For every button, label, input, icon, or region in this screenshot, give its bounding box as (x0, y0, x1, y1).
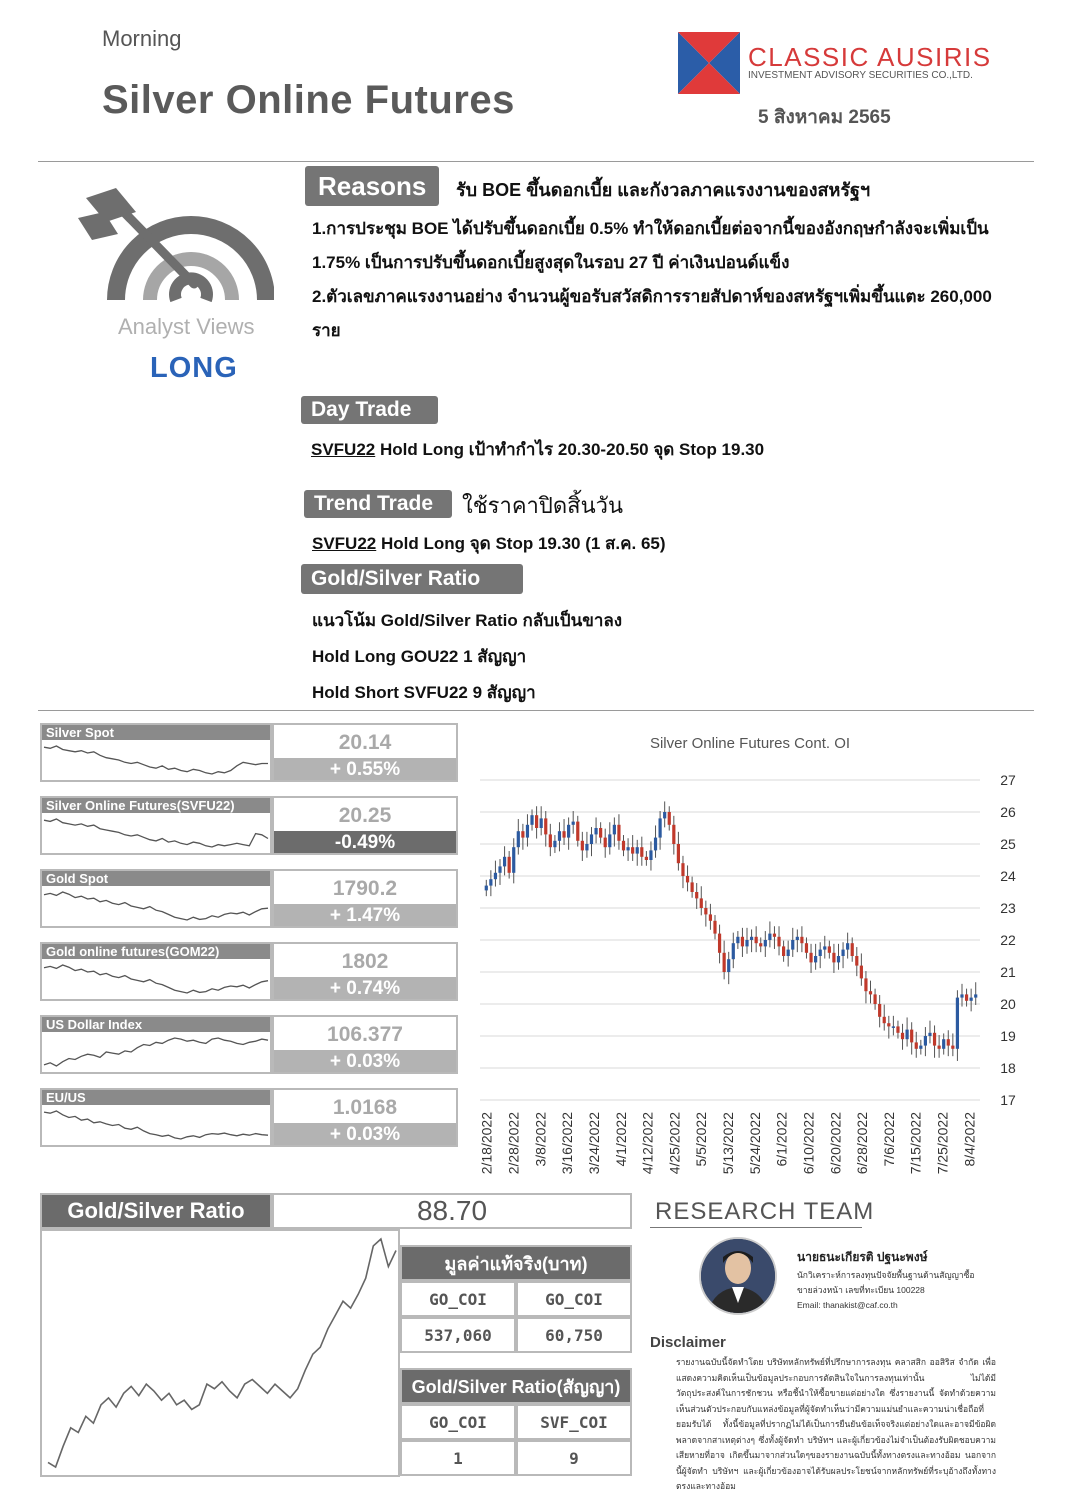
indicator-chart-box (40, 1015, 272, 1074)
candle (535, 806, 538, 838)
indicator-change: + 0.03% (274, 1123, 456, 1145)
analyst-views-label: Analyst Views (118, 314, 255, 339)
candle (947, 1030, 950, 1056)
candle (530, 809, 533, 830)
candle (887, 1016, 890, 1039)
x-tick-label: 5/24/2022 (746, 1112, 763, 1175)
contract-table-header: GO_COI (400, 1404, 516, 1440)
candle (549, 824, 552, 856)
candle (777, 926, 780, 955)
candle (809, 944, 812, 973)
indicator-sparkline (42, 959, 270, 999)
candle (791, 928, 794, 957)
candle (841, 942, 844, 968)
candle (553, 835, 556, 853)
company-subname: INVESTMENT ADVISORY SECURITIES CO.,LTD. (748, 70, 973, 81)
indicator-sparkline (42, 1032, 270, 1072)
candle (919, 1040, 922, 1055)
indicator-label: Gold online futures(GOM22) (42, 944, 270, 959)
x-tick-label: 6/20/2022 (827, 1112, 844, 1175)
candle (901, 1024, 904, 1050)
candle (613, 817, 616, 846)
candle (681, 856, 684, 888)
reasons-text (312, 212, 1042, 348)
analyst-name: นายธนะเกียรติ ปฐนะพงษ์ (797, 1250, 928, 1264)
x-tick-label: 4/25/2022 (666, 1112, 683, 1175)
research-divider (650, 1227, 862, 1228)
y-tick-label: 23 (1000, 900, 1016, 916)
candle (796, 929, 799, 952)
day-trade-text (311, 433, 764, 467)
indicator-value: 106.377 (327, 1023, 403, 1046)
candle (599, 822, 602, 843)
candle (677, 832, 680, 871)
candle (663, 801, 666, 827)
day-trade-detail: Hold Long เป้าทำกำไร 20.30-20.50 จุด Stop 19.30 (375, 440, 765, 459)
candle (558, 822, 561, 851)
contract-table-title: Gold/Silver Ratio(สัญญา) (400, 1368, 632, 1404)
x-tick-label: 4/1/2022 (612, 1112, 629, 1167)
x-tick-label: 7/25/2022 (934, 1112, 951, 1175)
indicator-sparkline (42, 813, 270, 853)
indicator-value-box (272, 723, 458, 782)
candle (736, 931, 739, 949)
candle (745, 928, 748, 954)
value-table-cell: 537,060 (400, 1317, 516, 1353)
candle (970, 989, 973, 1012)
candle (485, 880, 488, 896)
candle (686, 865, 689, 891)
candle (860, 953, 863, 985)
candle (750, 929, 753, 952)
candle (718, 925, 721, 964)
candle (851, 937, 854, 961)
candle (540, 806, 543, 835)
candle (517, 819, 520, 855)
candle (846, 933, 849, 959)
indicator-sparkline-path (44, 892, 268, 920)
candle (832, 944, 835, 973)
target-arrow-icon (78, 188, 274, 308)
candle (668, 806, 671, 830)
report-date: 5 สิงหาคม 2565 (758, 107, 891, 128)
y-tick-label: 25 (1000, 836, 1016, 852)
candle (869, 981, 872, 1004)
candle (604, 829, 607, 858)
indicator-change: + 0.74% (274, 977, 456, 999)
x-tick-label: 7/6/2022 (880, 1112, 897, 1167)
report-session: Morning (102, 26, 182, 51)
indicator-sparkline-path (44, 1111, 268, 1139)
value-table-header: GO_COI (516, 1281, 632, 1317)
indicator-chart-box (40, 723, 272, 782)
candle (645, 851, 648, 866)
candle (910, 1022, 913, 1054)
indicator-value: 1802 (341, 950, 389, 973)
chart-title: Silver Online Futures Cont. OI (649, 735, 851, 752)
ratio-sparkline (40, 1229, 400, 1477)
candle (695, 883, 698, 909)
candle (892, 1016, 895, 1036)
indicator-sparkline-path (44, 746, 268, 774)
company-name: CLASSIC AUSIRIS (748, 42, 992, 72)
candle (928, 1021, 931, 1044)
candle (906, 1017, 909, 1046)
candle (594, 817, 597, 843)
candle (768, 921, 771, 947)
candle (951, 1033, 954, 1056)
candle (805, 937, 808, 958)
trend-trade-text (312, 527, 666, 561)
x-tick-label: 3/16/2022 (559, 1112, 576, 1175)
indicator-sparkline-path (44, 819, 268, 847)
candle (933, 1025, 936, 1057)
candle (782, 941, 785, 962)
trend-trade-note: ใช้ราคาปิดสิ้นวัน (462, 493, 624, 518)
indicator-change: + 1.47% (274, 904, 456, 926)
indicator-value-box (272, 942, 458, 1001)
candle (608, 822, 611, 854)
x-tick-label: 6/28/2022 (854, 1112, 871, 1175)
value-table-title: มูลค่าแท้จริง(บาท) (400, 1245, 632, 1281)
candle (800, 926, 803, 952)
indicator-sparkline (42, 740, 270, 780)
candle (732, 933, 735, 969)
indicator-label: Gold Spot (42, 871, 270, 886)
y-tick-label: 21 (1000, 964, 1016, 980)
candle (741, 928, 744, 957)
indicator-sparkline-path (44, 1038, 268, 1066)
candle (521, 824, 524, 850)
candle (649, 841, 652, 870)
candle (581, 832, 584, 861)
candle (713, 915, 716, 939)
candle (572, 811, 575, 834)
candle (576, 816, 579, 847)
y-tick-label: 18 (1000, 1060, 1016, 1076)
candle (755, 926, 758, 952)
disclaimer-text: รายงานฉบับนี้จัดทำโดย บริษัทหลักทรัพย์ที่ปรึกษาการลงทุน คลาสสิก ออสิริส จำกัด เพื่อแสดงความคิดเห็นเป็นข้อมูลประกอบการตัดสินใจในการลงทุนเท่านั้น ไม่ได้มีวัตถุประสงค์ในการชักชวน หรือชี้นำให้ซื้อขายแต่อย่างใด ซึ่งรายงานนี้ จัดทำด้วยความเห็นส่วนตัวประกอบกับแหล่งข้อมูลที่ผู้จัดทำเห็นว่ามีความแม่นยำและความน่าเชื่อถือที่ยอมรับได้ ทั้งนี้ข้อมูลที่ปรากฏไม่ได้เป็นการยืนยันข้อเท็จจริงแต่อย่างใดและอาจมีข้อผิดพลาดจากสาเหตุต่างๆ ซึ่งทั้งผู้จัดทำ บริษัทฯ และผู้เกี่ยวข้องไม่จำเป็นต้องรับผิดชอบความเสียหายที่อาจ เกิดขึ้นมาจากส่วนใดๆของรายงานฉบับนี้ทั้งทางตรงและทางอ้อม นอกจากนี้ผู้จัดทำ บริษัทฯ และผู้เกี่ยวข้องอาจได้รับผลประโยชน์จากหลักทรัพย์ที่ระบุอ้างถึงทั้งทางตรงและทางอ้อม (676, 1357, 996, 1491)
indicator-value-box (272, 1088, 458, 1147)
candle (873, 989, 876, 1010)
page-title: Silver Online Futures (102, 78, 515, 122)
ratio-title: Gold/Silver Ratio (40, 1193, 272, 1229)
candle (691, 877, 694, 898)
indicator-change: -0.49% (274, 831, 456, 853)
x-tick-label: 2/28/2022 (505, 1112, 522, 1175)
y-tick-label: 20 (1000, 996, 1016, 1012)
indicator-sparkline (42, 1105, 270, 1145)
indicator-value-box (272, 796, 458, 855)
candle (956, 990, 959, 1061)
indicator-chart-box (40, 942, 272, 1001)
reasons-tag: Reasons (305, 166, 439, 206)
indicator-change: + 0.03% (274, 1050, 456, 1072)
indicator-label: Silver Spot (42, 725, 270, 740)
candle (924, 1027, 927, 1056)
y-tick-label: 27 (1000, 772, 1016, 788)
x-tick-label: 8/4/2022 (961, 1112, 978, 1167)
candle (823, 936, 826, 959)
candle (828, 941, 831, 959)
candle (938, 1035, 941, 1058)
candle (727, 952, 730, 984)
candle (942, 1033, 945, 1054)
indicator-value: 20.14 (338, 731, 392, 754)
candle (864, 971, 867, 1003)
value-table-cell: 60,750 (516, 1317, 632, 1353)
x-tick-label: 2/18/2022 (478, 1112, 495, 1175)
candle (544, 811, 547, 847)
candle (814, 944, 817, 970)
candle (787, 941, 790, 967)
reasons-line: ราย (312, 321, 341, 340)
candle (562, 819, 565, 845)
reasons-line: 1.75% เป็นการปรับขึ้นดอกเบี้ยสูงสุดในรอบ 27 ปี ค่าเงินปอนด์แข็ง (312, 253, 790, 272)
x-tick-label: 3/24/2022 (585, 1112, 602, 1175)
candle (585, 832, 588, 858)
candle (883, 1005, 886, 1031)
trend-trade-detail: Hold Long จุด Stop 19.30 (1 ส.ค. 65) (376, 534, 666, 553)
day-trade-symbol: SVFU22 (311, 440, 376, 459)
candle (704, 901, 707, 927)
candle (526, 814, 529, 846)
y-tick-label: 19 (1000, 1028, 1016, 1044)
indicator-chart-box (40, 1088, 272, 1147)
analyst-role: นักวิเคราะห์การลงทุนปัจจัยพื้นฐานด้านสัญญาซื้อ (797, 1270, 975, 1280)
analyst-view-position: LONG (150, 352, 238, 384)
candle (654, 825, 657, 857)
candle (503, 846, 506, 875)
gs-ratio-line: Hold Short SVFU22 9 สัญญา (312, 683, 536, 702)
gs-ratio-line: Hold Long GOU22 1 สัญญา (312, 647, 527, 666)
indicator-sparkline-path (44, 965, 268, 993)
contract-table-header: SVF_COI (516, 1404, 632, 1440)
indicator-label: US Dollar Index (42, 1017, 270, 1032)
ratio-value: 88.70 (272, 1193, 632, 1229)
indicator-label: EU/US (42, 1090, 270, 1105)
candle (672, 816, 675, 855)
x-tick-label: 6/1/2022 (773, 1112, 790, 1167)
gold-silver-ratio-text (312, 603, 622, 711)
y-tick-label: 26 (1000, 804, 1016, 820)
candle (494, 861, 497, 887)
analyst-email[interactable]: Email: thanakist@caf.co.th (797, 1300, 898, 1310)
reasons-line: 2.ตัวเลขภาคแรงงานอย่าง จำนวนผู้ขอรับสวัสดิการรายสัปดาห์ของสหรัฐฯเพิ่มขึ้นแตะ 260,000 (312, 287, 992, 306)
candle (878, 995, 881, 1027)
candle (700, 886, 703, 915)
candle (974, 982, 977, 1005)
trend-trade-symbol: SVFU22 (312, 534, 377, 553)
candle (640, 837, 643, 866)
candle (837, 944, 840, 970)
x-tick-label: 5/5/2022 (693, 1112, 710, 1167)
candle (819, 942, 822, 968)
y-tick-label: 22 (1000, 932, 1016, 948)
x-tick-label: 7/15/2022 (907, 1112, 924, 1175)
indicator-chart-box (40, 796, 272, 855)
indicator-sparkline (42, 886, 270, 926)
candle (590, 827, 593, 856)
section-divider (38, 710, 1034, 711)
candle (498, 859, 501, 885)
candle (723, 941, 726, 980)
candle (508, 851, 511, 879)
x-tick-label: 5/13/2022 (720, 1112, 737, 1175)
indicator-label: Silver Online Futures(SVFU22) (42, 798, 270, 813)
indicator-value: 1.0168 (332, 1096, 398, 1119)
contract-table-cell: 9 (516, 1440, 632, 1476)
day-trade-tag: Day Trade (301, 396, 438, 424)
company-logo-icon (678, 32, 740, 94)
x-tick-label: 4/12/2022 (639, 1112, 656, 1175)
candle (622, 835, 625, 856)
candle (764, 931, 767, 957)
value-table-header: GO_COI (400, 1281, 516, 1317)
gs-ratio-line: แนวโน้ม Gold/Silver Ratio กลับเป็นขาลง (312, 611, 623, 630)
x-tick-label: 3/8/2022 (532, 1112, 549, 1167)
indicator-value: 1790.2 (332, 877, 398, 900)
ratio-sparkline-path (48, 1239, 396, 1467)
x-tick-label: 6/10/2022 (800, 1112, 817, 1175)
candle (626, 838, 629, 861)
candle (567, 817, 570, 849)
indicator-change: + 0.55% (274, 758, 456, 780)
header-divider (38, 161, 1034, 162)
candle (512, 838, 515, 883)
indicator-value-box (272, 869, 458, 928)
candle (631, 835, 634, 861)
analyst-avatar (699, 1237, 777, 1315)
indicator-value: 20.25 (338, 804, 392, 827)
y-tick-label: 24 (1000, 868, 1016, 884)
candle (489, 870, 492, 896)
reasons-line: 1.การประชุม BOE ได้ปรับขึ้นดอกเบี้ย 0.5% ทำให้ดอกเบี้ยต่อจากนี้ของอังกฤษกำลังจะเพิ่มเป็น (312, 219, 989, 238)
disclaimer-title: Disclaimer (650, 1334, 726, 1351)
research-team-title: RESEARCH TEAM (655, 1198, 875, 1225)
indicator-value-box (272, 1015, 458, 1074)
candlestick-chart (470, 760, 1040, 1190)
indicator-chart-box (40, 869, 272, 928)
candle (773, 926, 776, 949)
analyst-license: ขายล่วงหน้า เลขที่ทะเบียน 100228 (797, 1285, 925, 1295)
reasons-headline: รับ BOE ขึ้นดอกเบี้ย และกังวลภาคแรงงานของสหรัฐฯ (456, 180, 871, 200)
contract-table-cell: 1 (400, 1440, 516, 1476)
candle (960, 984, 963, 1007)
y-tick-label: 17 (1000, 1092, 1016, 1108)
gold-silver-ratio-tag: Gold/Silver Ratio (301, 564, 523, 594)
trend-trade-tag: Trend Trade (304, 490, 452, 518)
